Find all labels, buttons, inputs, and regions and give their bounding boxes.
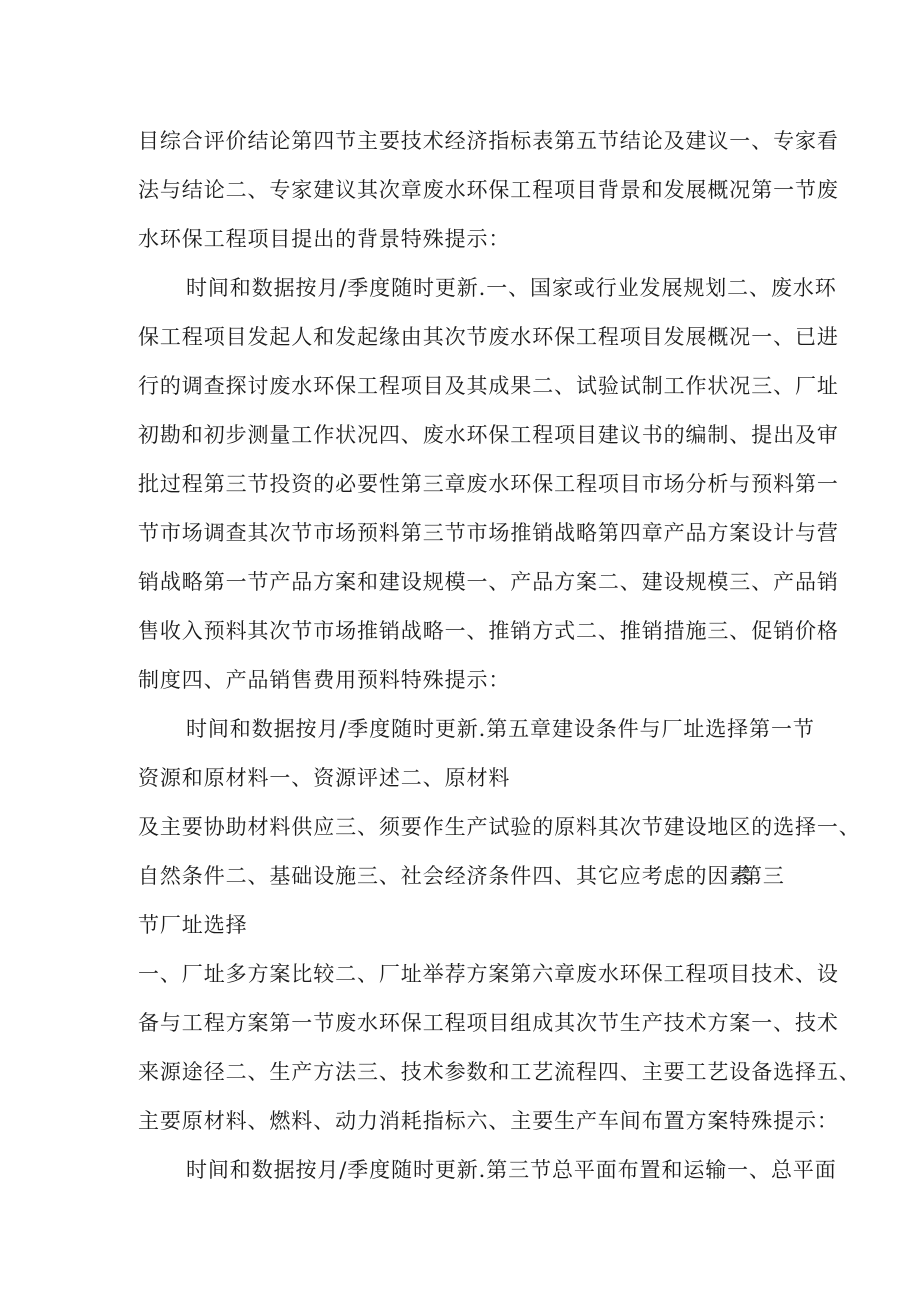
paragraph-first-line: 时间和数据按月/季度随时更新.第五章建设条件与厂址选择第一节 <box>186 717 815 741</box>
text-line: 节市场调查其次节市场预料第三节市场推销战略第四章产品方案设计与营 <box>138 521 839 545</box>
text-line: 行的调查探讨废水环保工程项目及其成果二、试验试制工作状况三、厂址 <box>138 374 839 398</box>
text-line: 水环保工程项目提出的背景特殊提示： <box>138 227 511 251</box>
text-line: 及主要协助材料供应三、须要作生产试验的原料其次节建设地区的选择一、 <box>138 815 861 839</box>
text-line: 法与结论二、专家建议其次章废水环保工程项目背景和发展概况第一节废 <box>138 178 839 202</box>
text-line: 备与工程方案第一节废水环保工程项目组成其次节生产技术方案一、技术 <box>138 1011 839 1035</box>
text-line: 资源和原材料一、资源评述二、原材料 <box>138 766 511 790</box>
paragraph-first-line: 时间和数据按月/季度随时更新.一、国家或行业发展规划二、废水环 <box>186 276 837 300</box>
text-line: 制度四、产品销售费用预料特殊提示： <box>138 668 511 692</box>
text-line: 批过程第三节投资的必要性第三章废水环保工程项目市场分析与预料第一 <box>138 472 839 496</box>
text-line: 目综合评价结论第四节主要技术经济指标表第五节结论及建议一、专家看 <box>138 129 839 153</box>
text-line: 销战略第一节产品方案和建设规模一、产品方案二、建设规模三、产品销 <box>138 570 839 594</box>
text-line: 初勘和初步测量工作状况四、废水环保工程项目建议书的编制、提出及审 <box>138 423 839 447</box>
text-line: 自然条件二、基础设施三、社会经济条件四、其它应考虑的因素 <box>138 864 752 888</box>
text-line-trailing: 第三 <box>741 864 785 888</box>
text-line: 保工程项目发起人和发起缘由其次节废水环保工程项目发展概况一、已进 <box>138 325 839 349</box>
text-line: 一、厂址多方案比较二、厂址举荐方案第六章废水环保工程项目技术、设 <box>138 962 839 986</box>
text-line: 主要原材料、燃料、动力消耗指标六、主要生产车间布置方案特殊提示： <box>138 1109 839 1133</box>
text-line: 节厂址选择 <box>138 913 248 937</box>
text-line: 售收入预料其次节市场推销战略一、推销方式二、推销措施三、促销价格 <box>138 619 839 643</box>
text-line: 来源途径二、生产方法三、技术参数和工艺流程四、主要工艺设备选择五、 <box>138 1060 861 1084</box>
paragraph-first-line: 时间和数据按月/季度随时更新.第三节总平面布置和运输一、总平面 <box>186 1158 837 1182</box>
